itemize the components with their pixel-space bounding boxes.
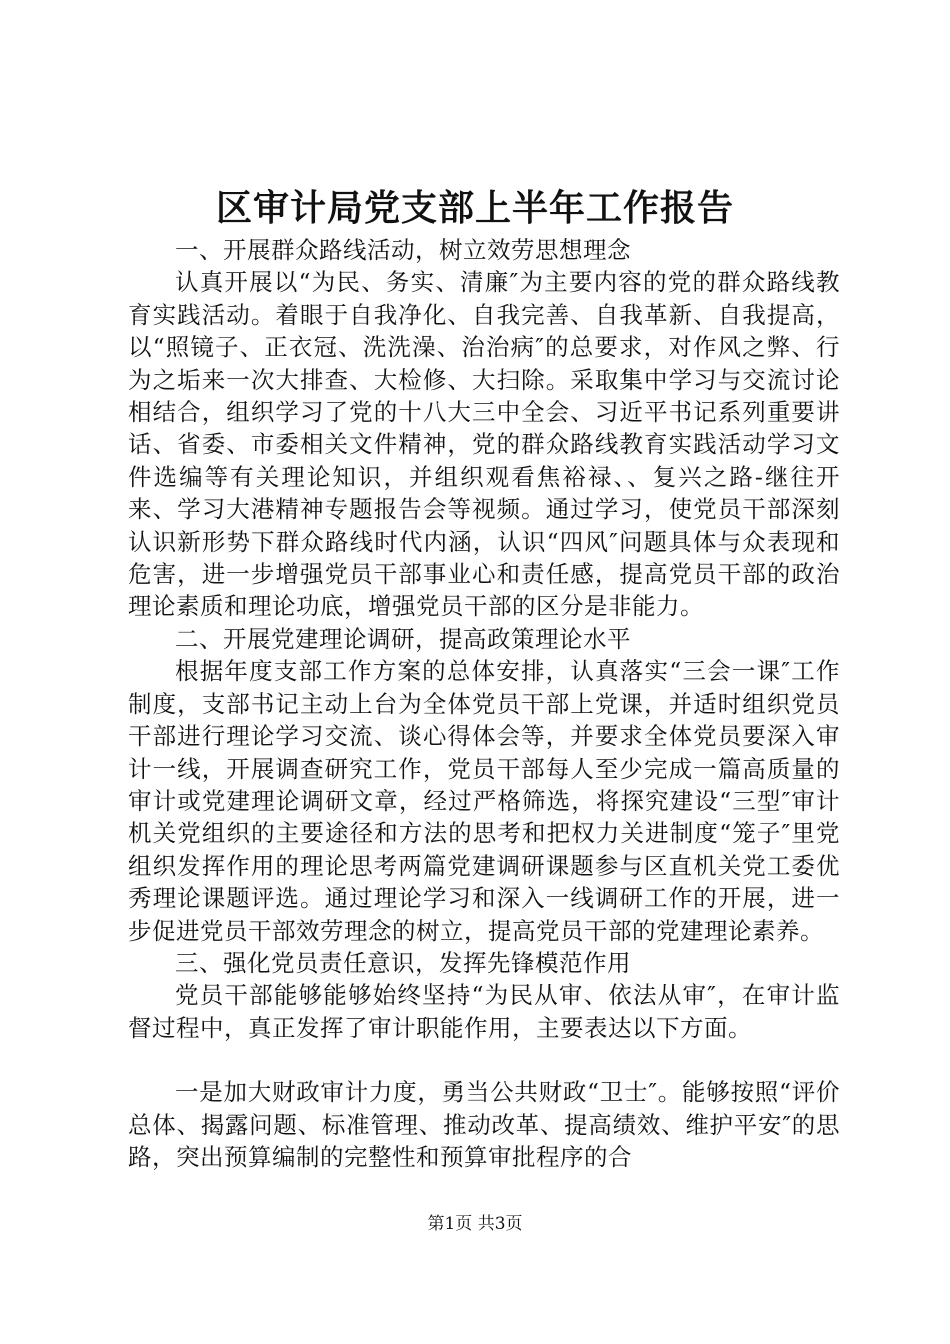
document-title: 区审计局党支部上半年工作报告	[215, 187, 734, 229]
paragraph: 党员干部能够能够始终坚持“为民从审、依法从审″，在审计监督过程中，真正发挥了审计职能作用，主要表达以下方面。	[128, 981, 840, 1042]
page-footer: 第1页 共3页	[427, 1214, 523, 1234]
paragraph: 一是加大财政审计力度，勇当公共财政“卫士″。能够按照“评价总体、揭露问题、标准管理、推动改革、提高绩效、维护平安″的思路，突出预算编制的完整性和预算审批程序的合	[128, 1078, 840, 1171]
document-body	[128, 234, 840, 1173]
section-heading-1: 一、开展群众路线活动，树立效劳思想理念	[175, 236, 631, 264]
paragraph: 根据年度支部工作方案的总体安排，认真落实“三会一课″工作制度，支部书记主动上台为全体党员干部上党课，并适时组织党员干部进行理论学习交流、谈心得体会等，并要求全体党员要深入审计一线，开展调查研究工作，党员干部每人至少完成一篇高质量的审计或党建理论调研文章，经过严格筛选，将探究建设“三型″审计机关党组织的主要途径和方法的思考和把权力关进制度“笼子″里党组织发挥作用的理论思考两篇党建调研课题参与区直机关党工委优秀理论课题评选。通过理论学习和深入一线调研工作的开展，进一步促进党员干部效劳理念的树立，提高党员干部的党建理论素养。	[128, 657, 840, 945]
section-heading-2: 二、开展党建理论调研，提高政策理论水平	[175, 624, 631, 653]
paragraph: 认真开展以“为民、务实、清廉″为主要内容的党的群众路线教育实践活动。着眼于自我净化、自我完善、自我革新、自我提高，以“照镜子、正衣冠、洗洗澡、治治病″的总要求，对作风之弊、行为之垢来一次大排查、大检修、大扫除。采取集中学习与交流讨论相结合，组织学习了党的十八大三中全会、习近平书记系列重要讲话、省委、市委相关文件精神，党的群众路线教育实践活动学习文件选编等有关理论知识，并组织观看焦裕禄、、复兴之路-继往开来、学习大港精神专题报告会等视频。通过学习，使党员干部深刻认识新形势下群众路线时代内涵，认识“四风″问题具体与众表现和危害，进一步增强党员干部事业心和责任感，提高党员干部的政治理论素质和理论功底，增强党员干部的区分是非能力。	[128, 268, 840, 621]
section-heading-3: 三、强化党员责任意识，发挥先锋模范作用	[175, 948, 631, 977]
